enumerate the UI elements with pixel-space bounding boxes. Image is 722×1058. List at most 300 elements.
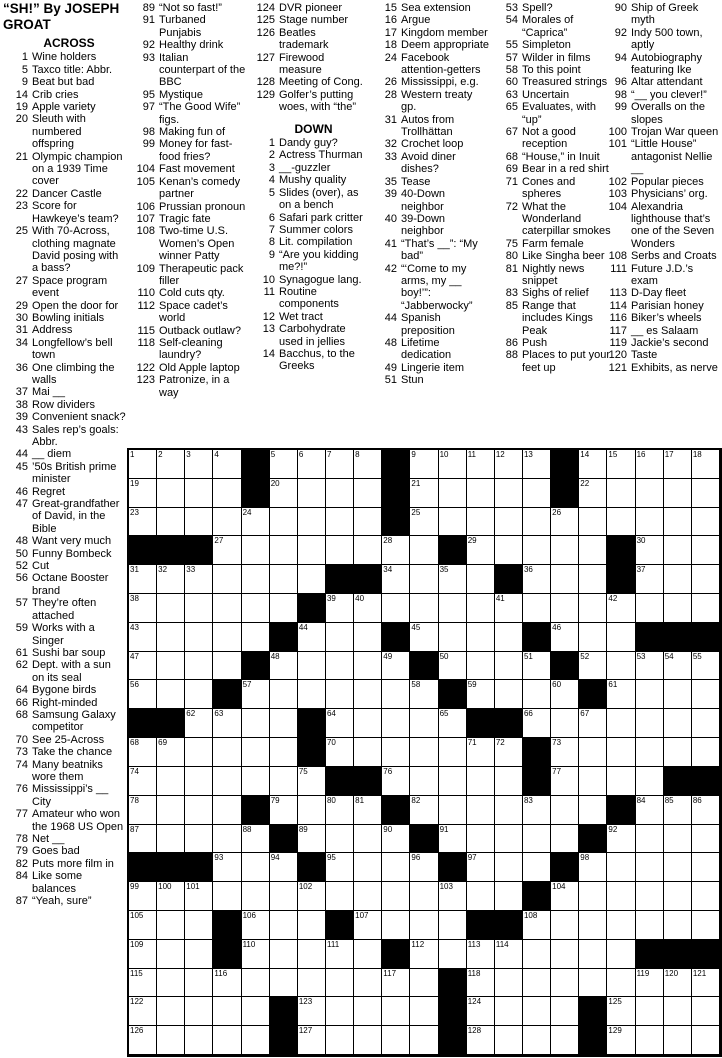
grid-cell[interactable] bbox=[157, 565, 185, 594]
grid-cell[interactable] bbox=[298, 479, 326, 508]
grid-cell[interactable] bbox=[185, 796, 213, 825]
grid-cell[interactable] bbox=[242, 623, 270, 652]
grid-cell[interactable] bbox=[242, 911, 270, 940]
grid-cell[interactable] bbox=[354, 853, 382, 882]
grid-cell[interactable] bbox=[439, 652, 467, 681]
grid-cell[interactable] bbox=[270, 450, 298, 479]
grid-cell[interactable] bbox=[467, 1026, 495, 1055]
grid-cell[interactable] bbox=[439, 940, 467, 969]
grid-cell[interactable] bbox=[213, 997, 241, 1026]
grid-cell[interactable] bbox=[551, 508, 579, 537]
grid-cell[interactable] bbox=[185, 565, 213, 594]
grid-cell[interactable] bbox=[551, 594, 579, 623]
grid-cell[interactable] bbox=[523, 969, 551, 998]
grid-cell[interactable] bbox=[636, 565, 664, 594]
grid-cell[interactable] bbox=[185, 594, 213, 623]
grid-cell[interactable] bbox=[636, 767, 664, 796]
grid-cell[interactable] bbox=[439, 479, 467, 508]
grid-cell[interactable] bbox=[298, 997, 326, 1026]
grid-cell[interactable] bbox=[157, 652, 185, 681]
grid-cell[interactable] bbox=[579, 882, 607, 911]
grid-cell[interactable] bbox=[607, 911, 635, 940]
grid-cell[interactable] bbox=[298, 536, 326, 565]
grid-cell[interactable] bbox=[551, 536, 579, 565]
grid-cell[interactable] bbox=[213, 825, 241, 854]
grid-cell[interactable] bbox=[298, 450, 326, 479]
grid-cell[interactable] bbox=[467, 940, 495, 969]
grid-cell[interactable] bbox=[157, 594, 185, 623]
grid-cell[interactable] bbox=[467, 565, 495, 594]
grid-cell[interactable] bbox=[213, 450, 241, 479]
grid-cell[interactable] bbox=[607, 969, 635, 998]
grid-cell[interactable] bbox=[242, 825, 270, 854]
grid-cell[interactable] bbox=[270, 882, 298, 911]
grid-cell[interactable] bbox=[607, 709, 635, 738]
grid-cell[interactable] bbox=[607, 450, 635, 479]
grid-cell[interactable] bbox=[213, 508, 241, 537]
grid-cell[interactable] bbox=[495, 738, 523, 767]
grid-cell[interactable] bbox=[495, 882, 523, 911]
grid-cell[interactable] bbox=[636, 997, 664, 1026]
grid-cell[interactable] bbox=[326, 709, 354, 738]
grid-cell[interactable] bbox=[495, 997, 523, 1026]
grid-cell[interactable] bbox=[495, 825, 523, 854]
grid-cell[interactable] bbox=[354, 450, 382, 479]
grid-cell[interactable] bbox=[185, 652, 213, 681]
grid-cell[interactable] bbox=[495, 623, 523, 652]
grid-cell[interactable] bbox=[664, 709, 692, 738]
grid-cell[interactable] bbox=[607, 997, 635, 1026]
grid-cell[interactable] bbox=[495, 940, 523, 969]
grid-cell[interactable] bbox=[495, 767, 523, 796]
grid-cell[interactable] bbox=[129, 450, 157, 479]
grid-cell[interactable] bbox=[467, 479, 495, 508]
grid-cell[interactable] bbox=[382, 594, 410, 623]
grid-cell[interactable] bbox=[664, 997, 692, 1026]
grid-cell[interactable] bbox=[157, 508, 185, 537]
grid-cell[interactable] bbox=[242, 767, 270, 796]
grid-cell[interactable] bbox=[636, 652, 664, 681]
grid-cell[interactable] bbox=[242, 508, 270, 537]
grid-cell[interactable] bbox=[495, 508, 523, 537]
grid-cell[interactable] bbox=[523, 594, 551, 623]
grid-cell[interactable] bbox=[298, 767, 326, 796]
grid-cell[interactable] bbox=[157, 882, 185, 911]
grid-cell[interactable] bbox=[439, 825, 467, 854]
grid-cell[interactable] bbox=[551, 796, 579, 825]
grid-cell[interactable] bbox=[382, 882, 410, 911]
grid-cell[interactable] bbox=[354, 1026, 382, 1055]
grid-cell[interactable] bbox=[523, 479, 551, 508]
grid-cell[interactable] bbox=[270, 853, 298, 882]
grid-cell[interactable] bbox=[354, 709, 382, 738]
grid-cell[interactable] bbox=[692, 911, 720, 940]
grid-cell[interactable] bbox=[213, 796, 241, 825]
grid-cell[interactable] bbox=[439, 796, 467, 825]
grid-cell[interactable] bbox=[636, 796, 664, 825]
grid-cell[interactable] bbox=[607, 767, 635, 796]
grid-cell[interactable] bbox=[382, 536, 410, 565]
grid-cell[interactable] bbox=[213, 565, 241, 594]
grid-cell[interactable] bbox=[467, 738, 495, 767]
grid-cell[interactable] bbox=[495, 594, 523, 623]
grid-cell[interactable] bbox=[242, 1026, 270, 1055]
grid-cell[interactable] bbox=[326, 450, 354, 479]
grid-cell[interactable] bbox=[467, 536, 495, 565]
grid-cell[interactable] bbox=[354, 594, 382, 623]
grid-cell[interactable] bbox=[185, 680, 213, 709]
grid-cell[interactable] bbox=[270, 594, 298, 623]
grid-cell[interactable] bbox=[326, 825, 354, 854]
grid-cell[interactable] bbox=[495, 652, 523, 681]
grid-cell[interactable] bbox=[157, 796, 185, 825]
grid-cell[interactable] bbox=[636, 594, 664, 623]
grid-cell[interactable] bbox=[439, 738, 467, 767]
grid-cell[interactable] bbox=[636, 853, 664, 882]
grid-cell[interactable] bbox=[495, 479, 523, 508]
grid-cell[interactable] bbox=[692, 709, 720, 738]
grid-cell[interactable] bbox=[242, 940, 270, 969]
grid-cell[interactable] bbox=[129, 652, 157, 681]
grid-cell[interactable] bbox=[664, 479, 692, 508]
grid-cell[interactable] bbox=[129, 911, 157, 940]
grid-cell[interactable] bbox=[579, 450, 607, 479]
grid-cell[interactable] bbox=[551, 882, 579, 911]
grid-cell[interactable] bbox=[467, 767, 495, 796]
grid-cell[interactable] bbox=[326, 479, 354, 508]
grid-cell[interactable] bbox=[213, 1026, 241, 1055]
grid-cell[interactable] bbox=[354, 680, 382, 709]
grid-cell[interactable] bbox=[692, 882, 720, 911]
grid-cell[interactable] bbox=[326, 969, 354, 998]
grid-cell[interactable] bbox=[579, 479, 607, 508]
grid-cell[interactable] bbox=[579, 652, 607, 681]
grid-cell[interactable] bbox=[636, 1026, 664, 1055]
grid-cell[interactable] bbox=[636, 825, 664, 854]
grid-cell[interactable] bbox=[523, 853, 551, 882]
grid-cell[interactable] bbox=[213, 536, 241, 565]
grid-cell[interactable] bbox=[354, 825, 382, 854]
grid-cell[interactable] bbox=[523, 825, 551, 854]
grid-cell[interactable] bbox=[410, 623, 438, 652]
grid-cell[interactable] bbox=[692, 738, 720, 767]
grid-cell[interactable] bbox=[439, 623, 467, 652]
grid-cell[interactable] bbox=[270, 911, 298, 940]
grid-cell[interactable] bbox=[129, 940, 157, 969]
grid-cell[interactable] bbox=[213, 853, 241, 882]
grid-cell[interactable] bbox=[551, 997, 579, 1026]
grid-cell[interactable] bbox=[579, 940, 607, 969]
grid-cell[interactable] bbox=[579, 508, 607, 537]
grid-cell[interactable] bbox=[579, 853, 607, 882]
grid-cell[interactable] bbox=[551, 767, 579, 796]
grid-cell[interactable] bbox=[579, 796, 607, 825]
grid-cell[interactable] bbox=[467, 652, 495, 681]
grid-cell[interactable] bbox=[382, 680, 410, 709]
grid-cell[interactable] bbox=[213, 767, 241, 796]
grid-cell[interactable] bbox=[242, 738, 270, 767]
grid-cell[interactable] bbox=[664, 652, 692, 681]
grid-cell[interactable] bbox=[664, 450, 692, 479]
grid-cell[interactable] bbox=[298, 882, 326, 911]
grid-cell[interactable] bbox=[242, 594, 270, 623]
grid-cell[interactable] bbox=[410, 565, 438, 594]
grid-cell[interactable] bbox=[495, 536, 523, 565]
grid-cell[interactable] bbox=[692, 1026, 720, 1055]
grid-cell[interactable] bbox=[467, 796, 495, 825]
grid-cell[interactable] bbox=[382, 1026, 410, 1055]
grid-cell[interactable] bbox=[551, 565, 579, 594]
grid-cell[interactable] bbox=[326, 997, 354, 1026]
grid-cell[interactable] bbox=[298, 825, 326, 854]
grid-cell[interactable] bbox=[326, 853, 354, 882]
grid-cell[interactable] bbox=[242, 680, 270, 709]
grid-cell[interactable] bbox=[523, 709, 551, 738]
grid-cell[interactable] bbox=[523, 508, 551, 537]
grid-cell[interactable] bbox=[692, 853, 720, 882]
grid-cell[interactable] bbox=[636, 450, 664, 479]
grid-cell[interactable] bbox=[523, 450, 551, 479]
grid-cell[interactable] bbox=[607, 825, 635, 854]
grid-cell[interactable] bbox=[354, 882, 382, 911]
grid-cell[interactable] bbox=[579, 969, 607, 998]
grid-cell[interactable] bbox=[185, 709, 213, 738]
grid-cell[interactable] bbox=[579, 911, 607, 940]
grid-cell[interactable] bbox=[129, 969, 157, 998]
grid-cell[interactable] bbox=[298, 940, 326, 969]
grid-cell[interactable] bbox=[692, 969, 720, 998]
grid-cell[interactable] bbox=[354, 479, 382, 508]
grid-cell[interactable] bbox=[298, 565, 326, 594]
grid-cell[interactable] bbox=[213, 969, 241, 998]
grid-cell[interactable] bbox=[129, 1026, 157, 1055]
grid-cell[interactable] bbox=[579, 767, 607, 796]
grid-cell[interactable] bbox=[242, 882, 270, 911]
grid-cell[interactable] bbox=[213, 652, 241, 681]
grid-cell[interactable] bbox=[467, 450, 495, 479]
grid-cell[interactable] bbox=[213, 479, 241, 508]
grid-cell[interactable] bbox=[326, 680, 354, 709]
grid-cell[interactable] bbox=[607, 594, 635, 623]
grid-cell[interactable] bbox=[523, 652, 551, 681]
grid-cell[interactable] bbox=[213, 623, 241, 652]
grid-cell[interactable] bbox=[523, 940, 551, 969]
grid-cell[interactable] bbox=[185, 940, 213, 969]
grid-cell[interactable] bbox=[664, 853, 692, 882]
grid-cell[interactable] bbox=[354, 623, 382, 652]
grid-cell[interactable] bbox=[185, 767, 213, 796]
crossword-grid[interactable] bbox=[127, 448, 722, 1057]
grid-cell[interactable] bbox=[410, 450, 438, 479]
grid-cell[interactable] bbox=[270, 738, 298, 767]
grid-cell[interactable] bbox=[607, 623, 635, 652]
grid-cell[interactable] bbox=[270, 508, 298, 537]
grid-cell[interactable] bbox=[270, 796, 298, 825]
grid-cell[interactable] bbox=[185, 969, 213, 998]
grid-cell[interactable] bbox=[692, 594, 720, 623]
grid-cell[interactable] bbox=[410, 536, 438, 565]
grid-cell[interactable] bbox=[354, 738, 382, 767]
grid-cell[interactable] bbox=[439, 709, 467, 738]
grid-cell[interactable] bbox=[326, 940, 354, 969]
grid-cell[interactable] bbox=[185, 508, 213, 537]
grid-cell[interactable] bbox=[157, 1026, 185, 1055]
grid-cell[interactable] bbox=[664, 680, 692, 709]
grid-cell[interactable] bbox=[551, 911, 579, 940]
grid-cell[interactable] bbox=[354, 940, 382, 969]
grid-cell[interactable] bbox=[270, 767, 298, 796]
grid-cell[interactable] bbox=[607, 680, 635, 709]
grid-cell[interactable] bbox=[636, 911, 664, 940]
grid-cell[interactable] bbox=[467, 825, 495, 854]
grid-cell[interactable] bbox=[636, 508, 664, 537]
grid-cell[interactable] bbox=[410, 1026, 438, 1055]
grid-cell[interactable] bbox=[410, 680, 438, 709]
grid-cell[interactable] bbox=[382, 997, 410, 1026]
grid-cell[interactable] bbox=[270, 565, 298, 594]
grid-cell[interactable] bbox=[523, 997, 551, 1026]
grid-cell[interactable] bbox=[692, 652, 720, 681]
grid-cell[interactable] bbox=[129, 680, 157, 709]
grid-cell[interactable] bbox=[410, 853, 438, 882]
grid-cell[interactable] bbox=[354, 796, 382, 825]
grid-cell[interactable] bbox=[439, 594, 467, 623]
grid-cell[interactable] bbox=[354, 997, 382, 1026]
grid-cell[interactable] bbox=[636, 680, 664, 709]
grid-cell[interactable] bbox=[157, 450, 185, 479]
grid-cell[interactable] bbox=[354, 969, 382, 998]
grid-cell[interactable] bbox=[129, 508, 157, 537]
grid-cell[interactable] bbox=[157, 680, 185, 709]
grid-cell[interactable] bbox=[270, 940, 298, 969]
grid-cell[interactable] bbox=[270, 680, 298, 709]
grid-cell[interactable] bbox=[607, 853, 635, 882]
grid-cell[interactable] bbox=[157, 479, 185, 508]
grid-cell[interactable] bbox=[382, 565, 410, 594]
grid-cell[interactable] bbox=[157, 911, 185, 940]
grid-cell[interactable] bbox=[270, 652, 298, 681]
grid-cell[interactable] bbox=[692, 450, 720, 479]
grid-cell[interactable] bbox=[185, 911, 213, 940]
grid-cell[interactable] bbox=[636, 738, 664, 767]
grid-cell[interactable] bbox=[439, 882, 467, 911]
grid-cell[interactable] bbox=[551, 623, 579, 652]
grid-cell[interactable] bbox=[607, 652, 635, 681]
grid-cell[interactable] bbox=[298, 680, 326, 709]
grid-cell[interactable] bbox=[382, 853, 410, 882]
grid-cell[interactable] bbox=[664, 796, 692, 825]
grid-cell[interactable] bbox=[664, 882, 692, 911]
grid-cell[interactable] bbox=[664, 969, 692, 998]
grid-cell[interactable] bbox=[382, 767, 410, 796]
grid-cell[interactable] bbox=[326, 623, 354, 652]
grid-cell[interactable] bbox=[439, 767, 467, 796]
grid-cell[interactable] bbox=[326, 882, 354, 911]
grid-cell[interactable] bbox=[692, 997, 720, 1026]
grid-cell[interactable] bbox=[495, 853, 523, 882]
grid-cell[interactable] bbox=[636, 479, 664, 508]
grid-cell[interactable] bbox=[467, 882, 495, 911]
grid-cell[interactable] bbox=[410, 882, 438, 911]
grid-cell[interactable] bbox=[551, 825, 579, 854]
grid-cell[interactable] bbox=[692, 508, 720, 537]
grid-cell[interactable] bbox=[664, 738, 692, 767]
grid-cell[interactable] bbox=[579, 536, 607, 565]
grid-cell[interactable] bbox=[157, 940, 185, 969]
grid-cell[interactable] bbox=[270, 709, 298, 738]
grid-cell[interactable] bbox=[410, 911, 438, 940]
grid-cell[interactable] bbox=[185, 623, 213, 652]
grid-cell[interactable] bbox=[270, 969, 298, 998]
grid-cell[interactable] bbox=[664, 911, 692, 940]
grid-cell[interactable] bbox=[467, 853, 495, 882]
grid-cell[interactable] bbox=[242, 969, 270, 998]
grid-cell[interactable] bbox=[382, 969, 410, 998]
grid-cell[interactable] bbox=[129, 767, 157, 796]
grid-cell[interactable] bbox=[326, 738, 354, 767]
grid-cell[interactable] bbox=[129, 565, 157, 594]
grid-cell[interactable] bbox=[579, 565, 607, 594]
grid-cell[interactable] bbox=[410, 969, 438, 998]
grid-cell[interactable] bbox=[692, 565, 720, 594]
grid-cell[interactable] bbox=[326, 594, 354, 623]
grid-cell[interactable] bbox=[129, 623, 157, 652]
grid-cell[interactable] bbox=[410, 997, 438, 1026]
grid-cell[interactable] bbox=[636, 709, 664, 738]
grid-cell[interactable] bbox=[185, 882, 213, 911]
grid-cell[interactable] bbox=[636, 969, 664, 998]
grid-cell[interactable] bbox=[157, 767, 185, 796]
grid-cell[interactable] bbox=[607, 508, 635, 537]
grid-cell[interactable] bbox=[270, 479, 298, 508]
grid-cell[interactable] bbox=[129, 796, 157, 825]
grid-cell[interactable] bbox=[410, 767, 438, 796]
grid-cell[interactable] bbox=[298, 911, 326, 940]
grid-cell[interactable] bbox=[326, 508, 354, 537]
grid-cell[interactable] bbox=[129, 882, 157, 911]
grid-cell[interactable] bbox=[467, 969, 495, 998]
grid-cell[interactable] bbox=[551, 940, 579, 969]
grid-cell[interactable] bbox=[298, 652, 326, 681]
grid-cell[interactable] bbox=[410, 508, 438, 537]
grid-cell[interactable] bbox=[664, 536, 692, 565]
grid-cell[interactable] bbox=[692, 825, 720, 854]
grid-cell[interactable] bbox=[157, 825, 185, 854]
grid-cell[interactable] bbox=[551, 738, 579, 767]
grid-cell[interactable] bbox=[636, 882, 664, 911]
grid-cell[interactable] bbox=[354, 508, 382, 537]
grid-cell[interactable] bbox=[298, 1026, 326, 1055]
grid-cell[interactable] bbox=[242, 853, 270, 882]
grid-cell[interactable] bbox=[185, 997, 213, 1026]
grid-cell[interactable] bbox=[664, 508, 692, 537]
grid-cell[interactable] bbox=[242, 565, 270, 594]
grid-cell[interactable] bbox=[270, 536, 298, 565]
grid-cell[interactable] bbox=[157, 738, 185, 767]
grid-cell[interactable] bbox=[551, 680, 579, 709]
grid-cell[interactable] bbox=[692, 680, 720, 709]
grid-cell[interactable] bbox=[242, 997, 270, 1026]
grid-cell[interactable] bbox=[523, 911, 551, 940]
grid-cell[interactable] bbox=[382, 911, 410, 940]
grid-cell[interactable] bbox=[129, 997, 157, 1026]
grid-cell[interactable] bbox=[298, 508, 326, 537]
grid-cell[interactable] bbox=[382, 738, 410, 767]
grid-cell[interactable] bbox=[607, 738, 635, 767]
grid-cell[interactable] bbox=[213, 594, 241, 623]
grid-cell[interactable] bbox=[692, 536, 720, 565]
grid-cell[interactable] bbox=[129, 479, 157, 508]
